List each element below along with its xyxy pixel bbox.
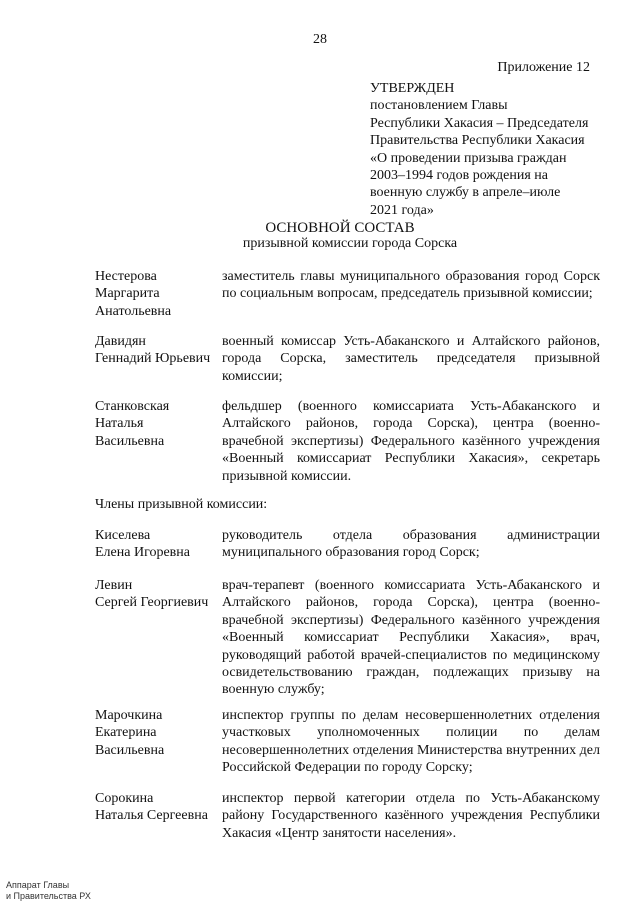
page-number: 28 [313, 32, 327, 47]
person-name: Сорокина Наталья Сергеевна [95, 791, 208, 824]
document-subtitle: призывной комиссии города Сорска [242, 236, 458, 251]
person-role: заместитель главы муниципального образования город Сорск по социальным вопросам, председатель призывной комиссии; [222, 269, 600, 302]
approval-heading: УТВЕРЖДЕН [370, 81, 455, 96]
approval-line: «О проведении призыва граждан [370, 150, 567, 166]
approval-line: Республики Хакасия – Председателя [370, 115, 589, 131]
person-role: врач-терапевт (военного комиссариата Усть-Абаканского и Алтайского районов, города Сорска), центра (военно-врачебной экспертизы) Федерального казённого учреждения «Военный комиссариат Республики Хакасия», врач, руководящий работой врачей-специалистов по медицинскому освидетельствованию граждан, подлежащих призыву на военную службу; [222, 578, 600, 698]
person-name: Давидян Геннадий Юрьевич [95, 334, 211, 367]
approval-line: 2003–1994 годов рождения на [370, 168, 549, 184]
person-name: Киселева Елена Игоревна [95, 528, 190, 561]
person-role: фельдшер (военного комиссариата Усть-Абаканского и Алтайского районов, города Сорска), центра (военно-врачебной экспертизы) Федерального казённого учреждения «Военный комиссариат Республики Хакасия», секретарь призывной комиссии. [222, 399, 600, 484]
person-role: инспектор первой категории отдела по Усть-Абаканскому району Государственного казённого учреждения Республики Хакасия «Центр занятости населения». [222, 791, 600, 841]
approval-block [370, 80, 610, 219]
person-role: руководитель отдела образования администрации муниципального образования город Сорск; [222, 528, 600, 561]
person-name: Нестерова Маргарита Анатольевна [95, 269, 172, 319]
approval-line: 2021 года» [370, 202, 434, 218]
person-role: инспектор группы по делам несовершеннолетних отделения участковых уполномоченных полиции по делам несовершеннолетних отделения Министерства внутренних дел Российской Федерации по городу Сорску; [222, 708, 600, 776]
approval-line: Правительства Республики Хакасия [370, 133, 585, 149]
person-name: Левин Сергей Георгиевич [95, 578, 209, 611]
person-role: военный комиссар Усть-Абаканского и Алтайского районов, города Сорска, заместитель председателя призывной комиссии; [222, 334, 600, 384]
approval-line: постановлением Главы [370, 98, 508, 114]
document-title: ОСНОВНОЙ СОСТАВ [265, 220, 415, 236]
office-stamp: Аппарат Главы и Правительства РХ [6, 880, 91, 901]
person-name: Станковская Наталья Васильевна [95, 399, 170, 449]
appendix-label: Приложение 12 [497, 60, 590, 75]
members-label: Члены призывной комиссии: [95, 497, 268, 512]
approval-line: военную службу в апреле–июле [370, 185, 561, 201]
person-name: Марочкина Екатерина Васильевна [95, 708, 165, 758]
